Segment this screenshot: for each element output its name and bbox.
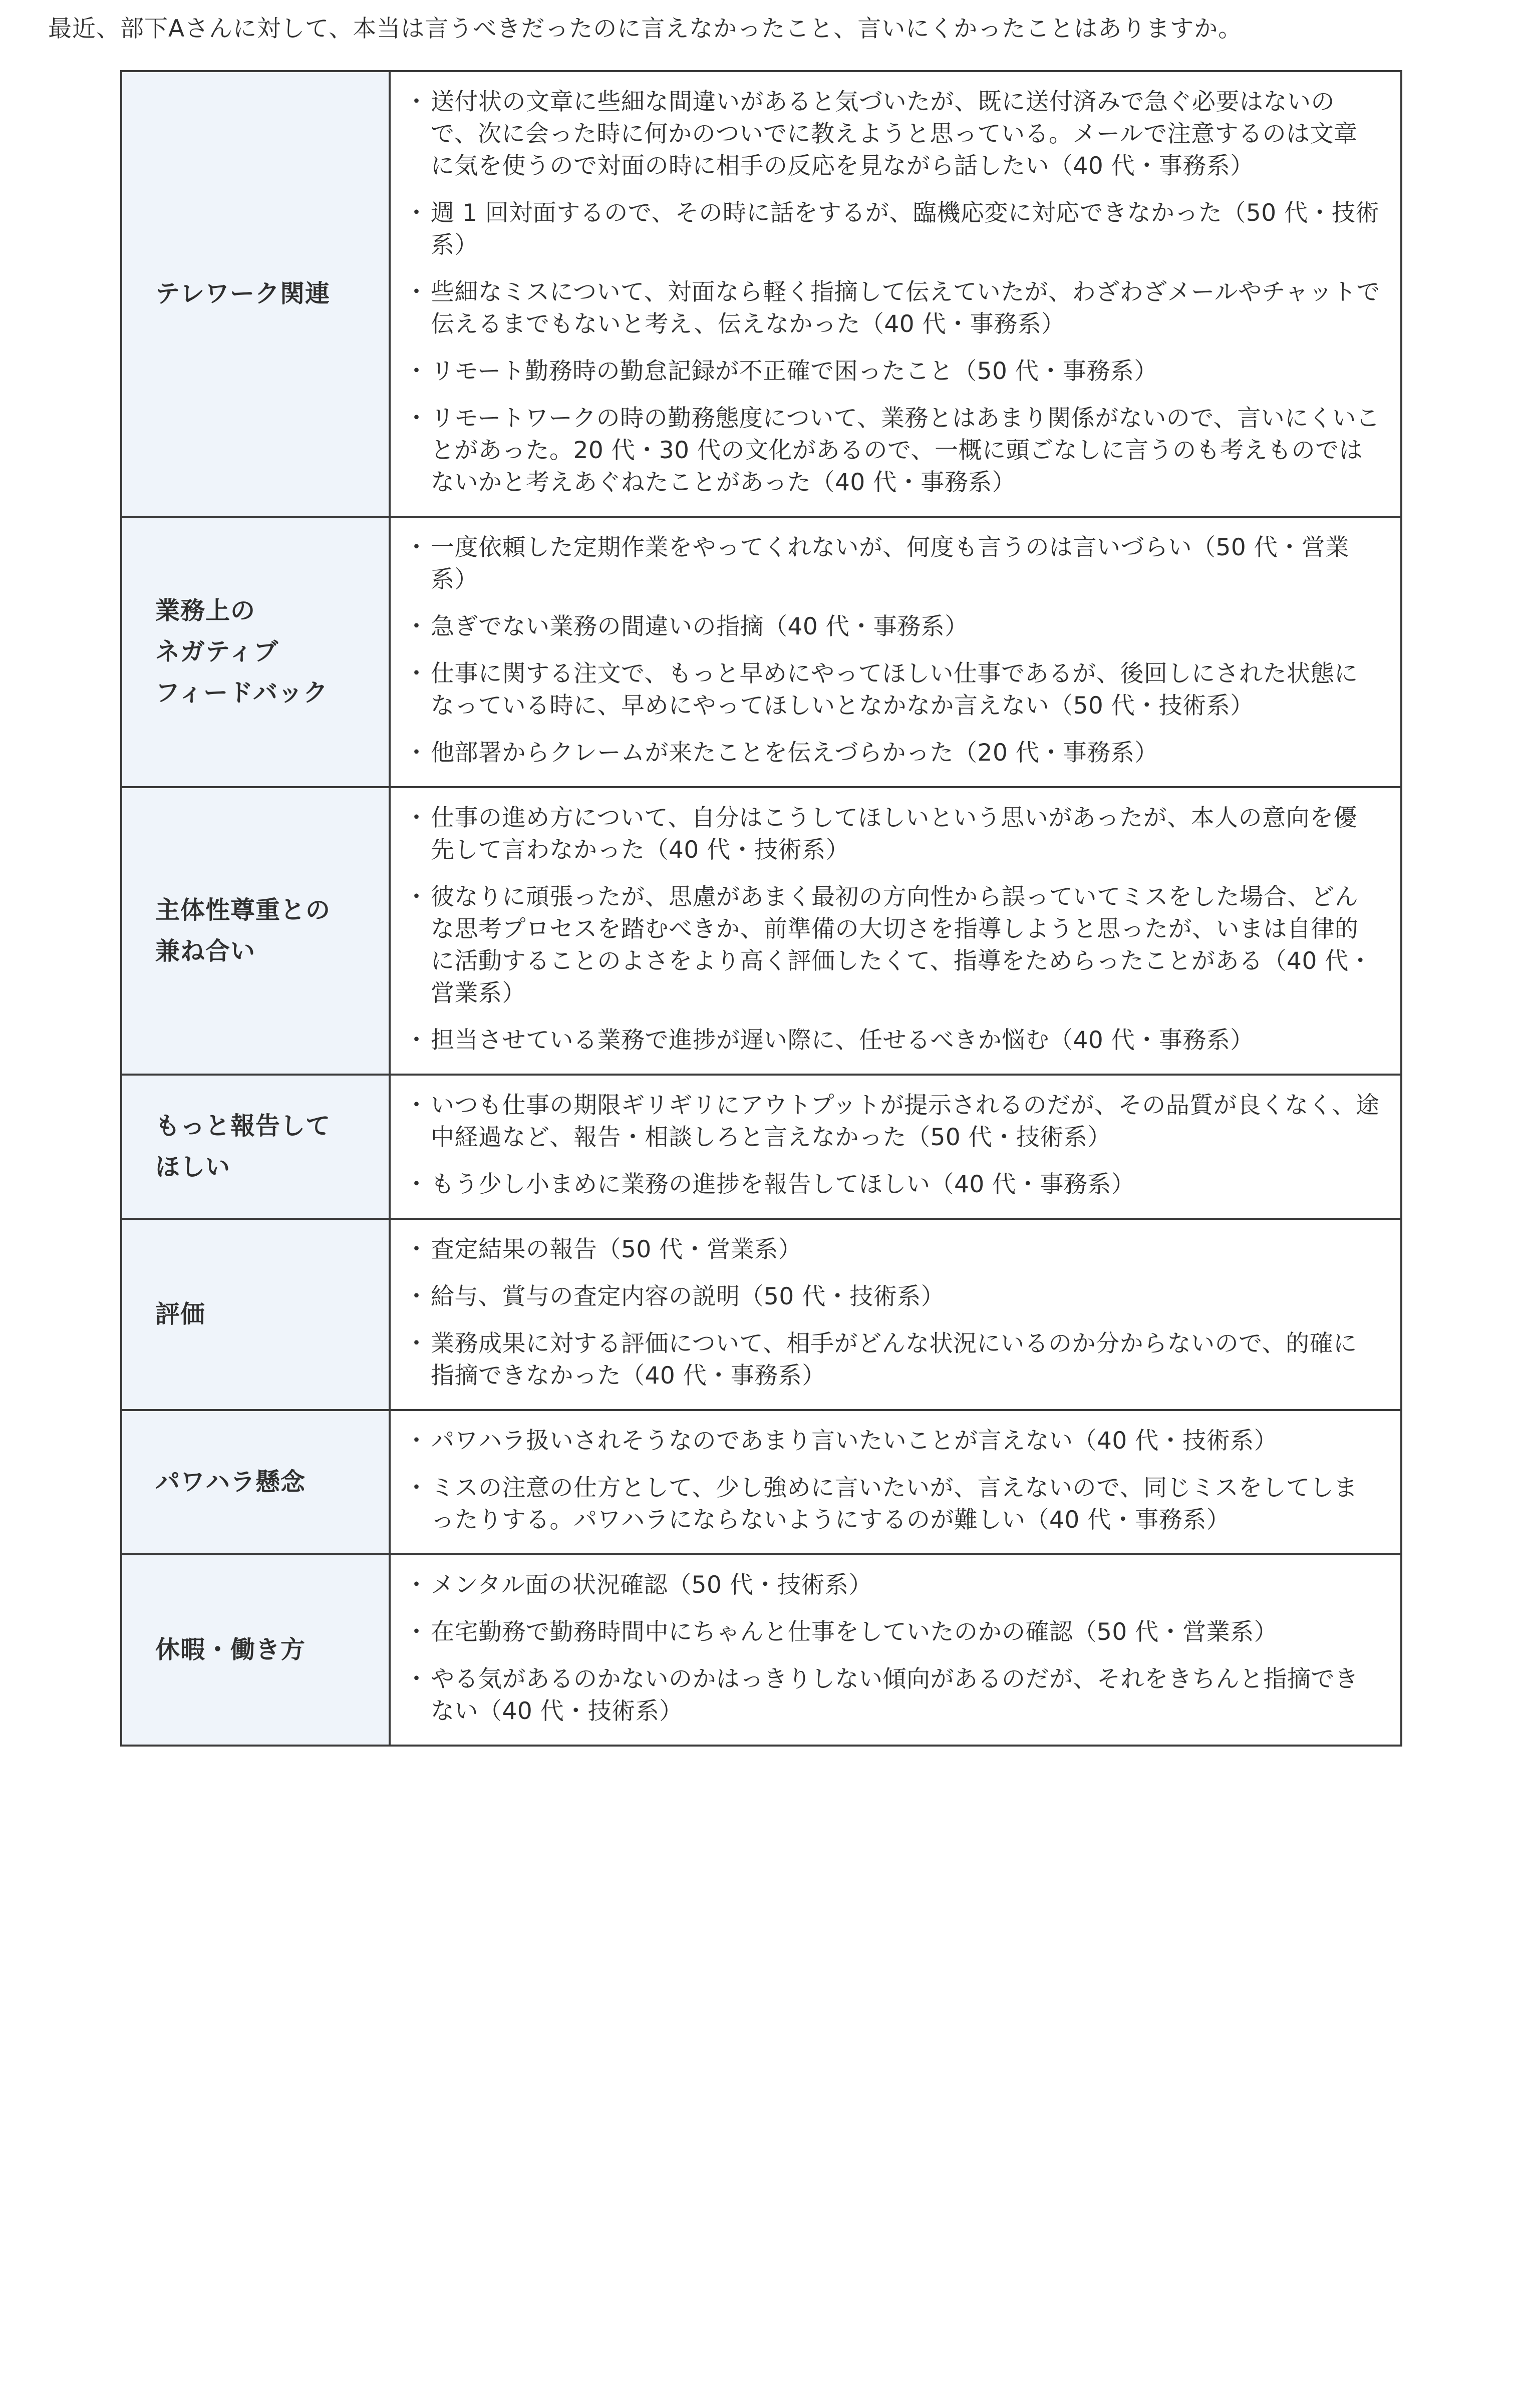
response-list: [405, 1234, 1380, 1392]
responses-cell: [390, 1075, 1401, 1219]
responses-cell: [390, 71, 1401, 517]
responses-cell: [390, 1219, 1401, 1410]
table-row: [121, 787, 1401, 1075]
responses-cell: [390, 1554, 1401, 1746]
category-label: ネガティブ: [155, 637, 279, 666]
response-item: ・ 些細なミスについて、対面なら軽く指摘して伝えていたが、わざわざメールやチャットで伝えるまでもないと考え、伝えなかった（40 代・事務系）: [405, 276, 1380, 340]
category-label: フィードバック: [155, 678, 329, 707]
response-item: ・ 給与、賞与の査定内容の説明（50 代・技術系）: [405, 1281, 1380, 1313]
response-table: [120, 70, 1402, 1747]
response-item: ・ もう少し小まめに業務の進捗を報告してほしい（40 代・事務系）: [405, 1169, 1380, 1201]
response-item: ・ 業務成果に対する評価について、相手がどんな状況にいるのか分からないので、的確に指摘できなかった（40 代・事務系）: [405, 1328, 1380, 1392]
category-label: 評価: [155, 1300, 206, 1328]
category-cell: [121, 71, 390, 517]
category-label: ほしい: [155, 1153, 231, 1181]
response-item: ・ 他部署からクレームが来たことを伝えづらかった（20 代・事務系）: [405, 737, 1380, 769]
response-list: [405, 86, 1380, 499]
category-label: 休暇・働き方: [155, 1635, 306, 1664]
category-label: 業務上の: [155, 596, 256, 625]
category-cell: [121, 1410, 390, 1554]
response-item: ・ やる気があるのかないのかはっきりしない傾向があるのだが、それをきちんと指摘できない（40 代・技術系）: [405, 1663, 1380, 1728]
response-list: [405, 532, 1380, 769]
response-list: [405, 1569, 1380, 1728]
response-item: ・ 仕事の進め方について、自分はこうしてほしいという思いがあったが、本人の意向を優先して言わなかった（40 代・技術系）: [405, 802, 1380, 866]
category-cell: [121, 517, 390, 787]
responses-cell: [390, 517, 1401, 787]
response-list: [405, 1090, 1380, 1201]
response-list: [405, 1425, 1380, 1536]
table-row: [121, 71, 1401, 517]
response-table-body: [121, 71, 1401, 1746]
category-cell: [121, 1554, 390, 1746]
response-item: ・ パワハラ扱いされそうなのであまり言いたいことが言えない（40 代・技術系）: [405, 1425, 1380, 1457]
category-label: 主体性尊重との: [155, 896, 331, 924]
response-item: ・ 彼なりに頑張ったが、思慮があまく最初の方向性から誤っていてミスをした場合、どんな思考プロセスを踏むべきか、前準備の大切さを指導しようと思ったが、いまは自律的に活動することのよさをより高く評価したくて、指導をためらったことがある（40 代・営業系）: [405, 881, 1380, 1009]
category-cell: [121, 1075, 390, 1219]
responses-cell: [390, 787, 1401, 1075]
table-row: [121, 517, 1401, 787]
response-item: ・ 査定結果の報告（50 代・営業系）: [405, 1234, 1380, 1266]
category-cell: [121, 1219, 390, 1410]
response-item: ・ メンタル面の状況確認（50 代・技術系）: [405, 1569, 1380, 1601]
responses-cell: [390, 1410, 1401, 1554]
category-label: テレワーク関連: [155, 279, 331, 308]
table-row: [121, 1219, 1401, 1410]
response-item: ・ リモートワークの時の勤務態度について、業務とはあまり関係がないので、言いにくいことがあった。20 代・30 代の文化があるので、一概に頭ごなしに言うのも考えものではないかと考えあぐねたことがあった（40 代・事務系）: [405, 403, 1380, 499]
response-item: ・ 送付状の文章に些細な間違いがあると気づいたが、既に送付済みで急ぐ必要はないので、次に会った時に何かのついでに教えようと思っている。メールで注意するのは文章に気を使うので対面の時に相手の反応を見ながら話したい（40 代・事務系）: [405, 86, 1380, 182]
response-item: ・ リモート勤務時の勤怠記録が不正確で困ったこと（50 代・事務系）: [405, 356, 1380, 388]
category-label: 兼ね合い: [155, 937, 256, 965]
response-item: ・ いつも仕事の期限ギリギリにアウトプットが提示されるのだが、その品質が良くなく、途中経過など、報告・相談しろと言えなかった（50 代・技術系）: [405, 1090, 1380, 1154]
survey-question: 最近、部下Aさんに対して、本当は言うべきだったのに言えなかったこと、言いにくかったことはありますか。: [48, 15, 1243, 43]
response-item: ・ 週 1 回対面するので、その時に話をするが、臨機応変に対応できなかった（50 代・技術系）: [405, 197, 1380, 261]
table-row: [121, 1554, 1401, 1746]
table-row: [121, 1075, 1401, 1219]
category-label: パワハラ懸念: [155, 1468, 306, 1496]
response-item: ・ 急ぎでない業務の間違いの指摘（40 代・事務系）: [405, 611, 1380, 643]
response-item: ・ ミスの注意の仕方として、少し強めに言いたいが、言えないので、同じミスをしてしまったりする。パワハラにならないようにするのが難しい（40 代・事務系）: [405, 1472, 1380, 1536]
category-cell: [121, 787, 390, 1075]
table-row: [121, 1410, 1401, 1554]
response-item: ・ 仕事に関する注文で、もっと早めにやってほしい仕事であるが、後回しにされた状態になっている時に、早めにやってほしいとなかなか言えない（50 代・技術系）: [405, 658, 1380, 722]
response-item: ・ 担当させている業務で進捗が遅い際に、任せるべきか悩む（40 代・事務系）: [405, 1024, 1380, 1057]
response-list: [405, 802, 1380, 1057]
category-label: もっと報告して: [155, 1112, 331, 1140]
response-item: ・ 在宅勤務で勤務時間中にちゃんと仕事をしていたのかの確認（50 代・営業系）: [405, 1616, 1380, 1648]
response-item: ・ 一度依頼した定期作業をやってくれないが、何度も言うのは言いづらい（50 代・営業系）: [405, 532, 1380, 596]
